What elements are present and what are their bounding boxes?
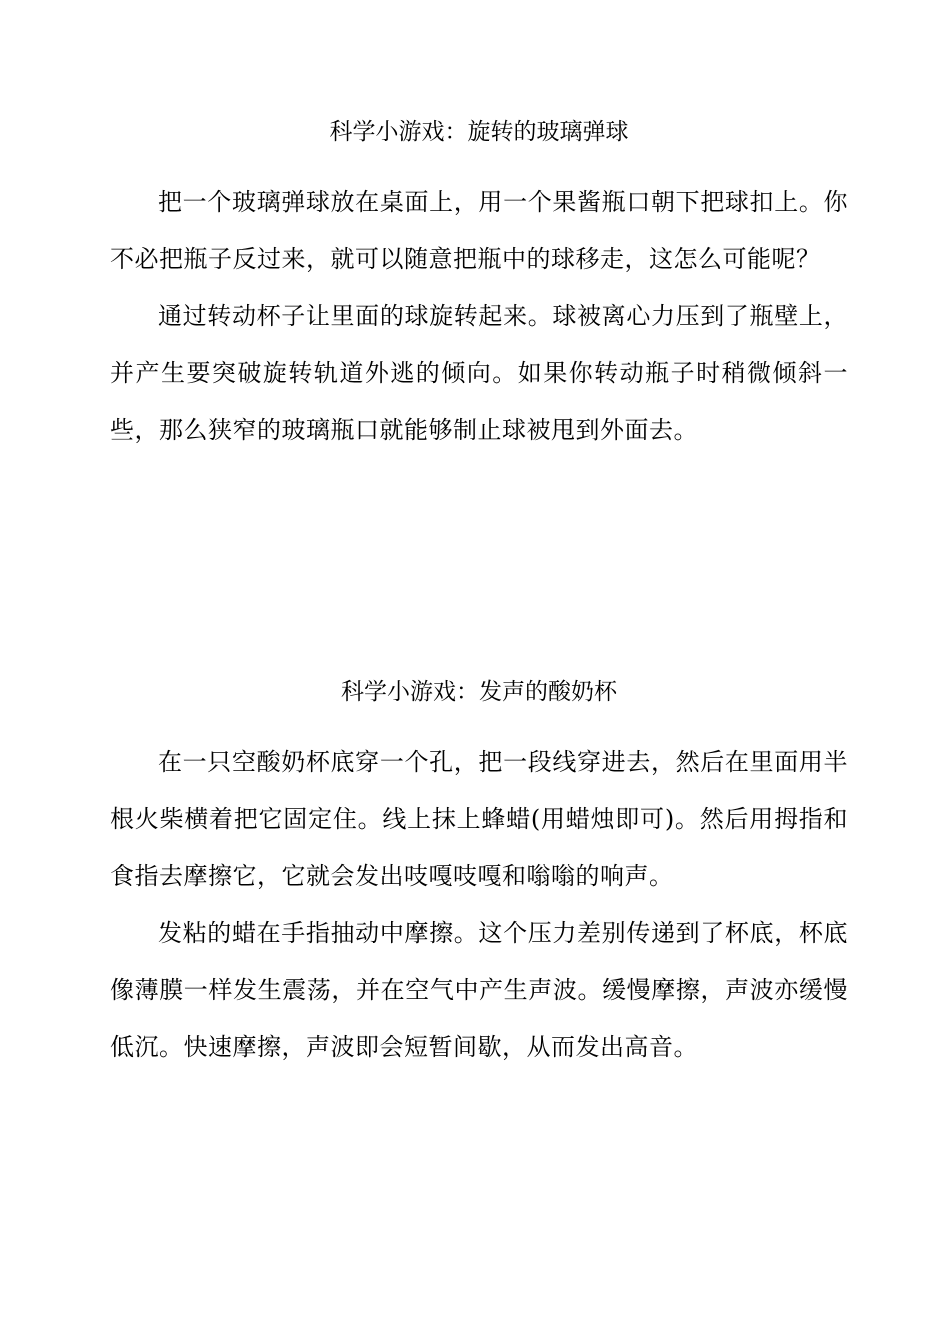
article-paragraph: 通过转动杯子让里面的球旋转起来。球被离心力压到了瓶壁上，并产生要突破旋转轨道外逃的倾向。如果你转动瓶子时稍微倾斜一些，那么狭窄的玻璃瓶口就能够制止球被甩到外面去。	[110, 302, 848, 444]
article-title: 科学小游戏：发声的酸奶杯	[341, 679, 617, 705]
article-paragraph: 在一只空酸奶杯底穿一个孔，把一段线穿进去，然后在里面用半根火柴横着把它固定住。线上抹上蜂蜡(用蜡烛即可)。然后用拇指和食指去摩擦它，它就会发出吱嘎吱嘎和嗡嗡的响声。	[110, 748, 848, 890]
article-rotating-marble	[110, 112, 848, 459]
article-paragraph: 发粘的蜡在手指抽动中摩擦。这个压力差别传递到了杯底，杯底像薄膜一样发生震荡，并在空气中产生声波。缓慢摩擦，声波亦缓慢低沉。快速摩擦，声波即会短暂间歇，从而发出高音。	[110, 919, 848, 1061]
article-paragraph: 把一个玻璃弹球放在桌面上，用一个果酱瓶口朝下把球扣上。你不必把瓶子反过来，就可以随意把瓶中的球移走，这怎么可能呢？	[110, 188, 848, 273]
article-sounding-yogurt-cup	[110, 672, 848, 1076]
article-title: 科学小游戏：旋转的玻璃弹球	[329, 119, 629, 145]
